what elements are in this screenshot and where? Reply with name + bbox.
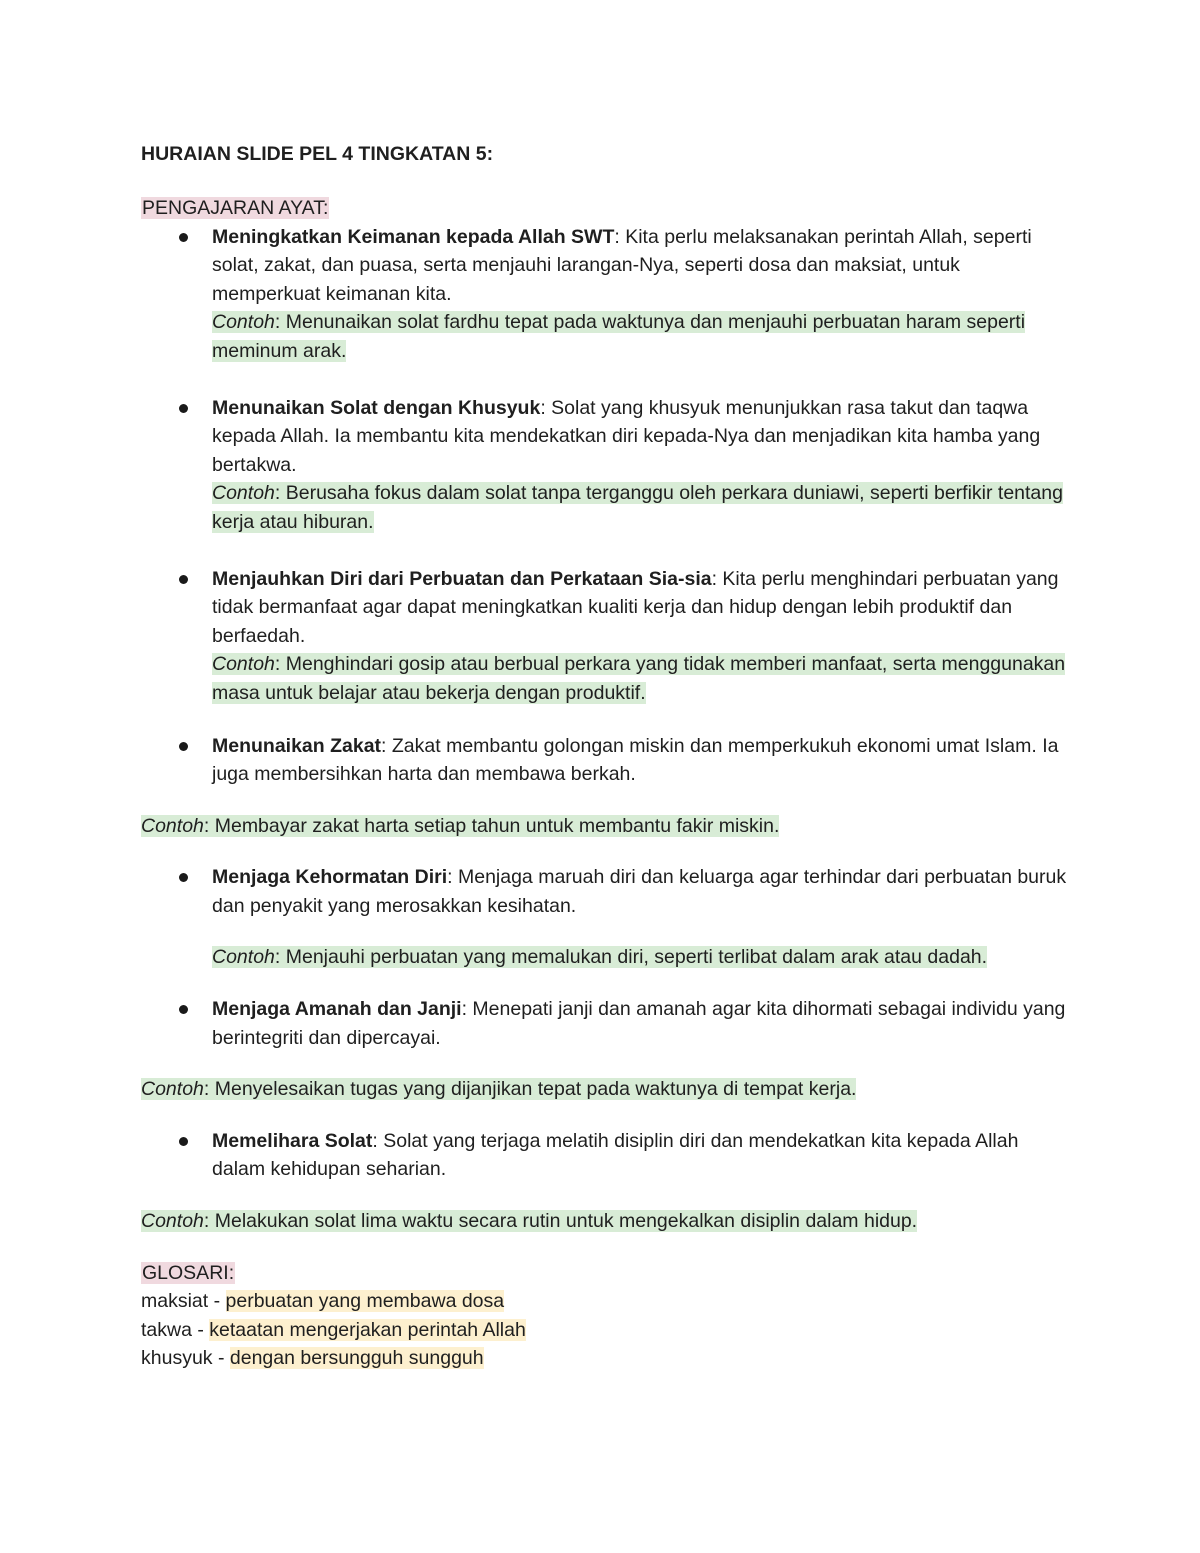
item-description: : Solat yang khusyuk menunjukkan rasa takut dan taqwa kepada Allah. Ia membantu kita mendekatkan diri kepada-Nya dan menjadikan kita hamba yang bertakwa. bbox=[212, 396, 1041, 476]
item-description: : Kita perlu menghindari perbuatan yang tidak bermanfaat agar dapat meningkatkan kualiti kerja dan hidup dengan lebih produktif dan berfaedah. bbox=[212, 567, 1059, 647]
example-text: : Melakukan solat lima waktu secara rutin untuk mengekalkan disiplin dalam hidup. bbox=[203, 1210, 918, 1233]
item-description: : Menjaga maruah diri dan keluarga agar terhindar dari perbuatan buruk dan penyakit yang merosakkan kesihatan. bbox=[212, 866, 1067, 917]
item-description: : Kita perlu melaksanakan perintah Allah, seperti solat, zakat, dan puasa, serta menjauhi larangan-Nya, seperti dosa dan maksiat, untuk memperkuat keimanan kita. bbox=[212, 225, 1032, 305]
item-term: Menunaikan Zakat bbox=[212, 734, 382, 757]
bullet-icon bbox=[179, 1005, 188, 1014]
document-title: HURAIAN SLIDE PEL 4 TINGKATAN 5: bbox=[141, 143, 494, 165]
section-lesson-label: PENGAJARAN AYAT: bbox=[142, 197, 329, 219]
item-term: Menjaga Amanah dan Janji bbox=[212, 998, 462, 1021]
example-text: : Menunaikan solat fardhu tepat pada waktunya dan menjauhi perbuatan haram seperti meminum arak. bbox=[212, 311, 1026, 362]
example-label: Contoh bbox=[141, 1210, 204, 1233]
item-description: : Zakat membantu golongan miskin dan memperkukuh ekonomi umat Islam. Ia juga membersihkan harta dan membawa berkah. bbox=[212, 734, 1059, 786]
glossary-row bbox=[141, 1344, 1071, 1373]
document-content bbox=[141, 140, 1071, 1373]
item-example bbox=[212, 308, 1071, 365]
glossary-meaning: ketaatan mengerjakan perintah Allah bbox=[209, 1318, 526, 1341]
glossary-row bbox=[141, 1287, 1071, 1316]
glossary-word: maksiat - bbox=[141, 1290, 226, 1313]
section-glossary-label: GLOSARI: bbox=[142, 1261, 235, 1284]
item-description: : Solat yang terjaga melatih disiplin diri dan mendekatkan kita kepada Allah dalam kehidupan seharian. bbox=[212, 1129, 1019, 1181]
glossary-word: takwa - bbox=[141, 1318, 210, 1341]
item-example bbox=[212, 479, 1071, 536]
example-label: Contoh bbox=[212, 311, 275, 334]
list-item bbox=[141, 995, 1071, 1052]
item-term: Memelihara Solat bbox=[212, 1129, 373, 1152]
list-item bbox=[141, 732, 1071, 789]
item-example bbox=[141, 1075, 1071, 1104]
glossary-row bbox=[141, 1316, 1071, 1345]
list-item bbox=[141, 565, 1071, 708]
item-term: Menjauhkan Diri dari Perbuatan dan Perkataan Sia-sia bbox=[212, 567, 712, 590]
item-example bbox=[212, 650, 1071, 707]
section-lesson-heading bbox=[141, 194, 1071, 223]
item-term: Meningkatkan Keimanan kepada Allah SWT bbox=[212, 225, 615, 248]
item-example bbox=[141, 1207, 1071, 1236]
example-text: : Berusaha fokus dalam solat tanpa terganggu oleh perkara duniawi, seperti berfikir tentang kerja atau hiburan. bbox=[212, 482, 1063, 533]
section-glossary-heading bbox=[141, 1259, 1071, 1288]
bullet-icon bbox=[179, 873, 188, 882]
item-term: Menjaga Kehormatan Diri bbox=[212, 866, 448, 889]
glossary-meaning: dengan bersungguh sungguh bbox=[229, 1347, 484, 1370]
bullet-icon bbox=[179, 575, 188, 584]
item-term: Menunaikan Solat dengan Khusyuk bbox=[212, 396, 541, 419]
example-text: : Membayar zakat harta setiap tahun untuk membantu fakir miskin. bbox=[203, 814, 780, 837]
list-item bbox=[141, 223, 1071, 366]
list-item bbox=[141, 394, 1071, 537]
example-text: : Menghindari gosip atau berbual perkara yang tidak memberi manfaat, serta menggunakan masa untuk belajar atau bekerja dengan produktif. bbox=[212, 653, 1066, 704]
example-label: Contoh bbox=[141, 814, 204, 837]
item-example bbox=[141, 812, 1071, 841]
example-label: Contoh bbox=[212, 653, 275, 676]
example-label: Contoh bbox=[212, 482, 275, 505]
list-item bbox=[141, 863, 1071, 972]
example-text: : Menjauhi perbuatan yang memalukan diri, seperti terlibat dalam arak atau dadah. bbox=[274, 946, 988, 969]
item-example bbox=[212, 943, 1071, 972]
glossary-meaning: perbuatan yang membawa dosa bbox=[225, 1290, 505, 1313]
bullet-icon bbox=[179, 742, 188, 751]
glossary-word: khusyuk - bbox=[141, 1347, 230, 1370]
example-label: Contoh bbox=[212, 946, 275, 969]
bullet-icon bbox=[179, 233, 188, 242]
example-text: : Menyelesaikan tugas yang dijanjikan tepat pada waktunya di tempat kerja. bbox=[203, 1078, 857, 1101]
bullet-icon bbox=[179, 404, 188, 413]
item-description: : Menepati janji dan amanah agar kita dihormati sebagai individu yang berintegriti dan dipercayai. bbox=[212, 998, 1066, 1049]
bullet-icon bbox=[179, 1137, 188, 1146]
example-label: Contoh bbox=[141, 1078, 204, 1101]
list-item bbox=[141, 1127, 1071, 1184]
